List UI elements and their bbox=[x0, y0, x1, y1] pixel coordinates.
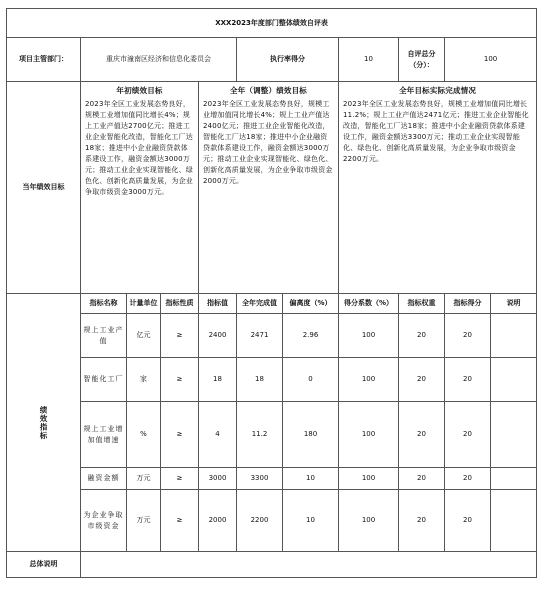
indicator-nature: ≥ bbox=[161, 314, 199, 358]
indicator-unit: 万元 bbox=[127, 468, 161, 490]
dept-value: 重庆市潼南区经济和信息化委员会 bbox=[81, 38, 237, 82]
table-title: XXX2023年度部门整体绩效自评表 bbox=[7, 9, 537, 38]
goals-section-label: 当年绩效目标 bbox=[7, 82, 81, 294]
indicator-note bbox=[491, 358, 537, 402]
indicator-actual: 2200 bbox=[237, 490, 283, 552]
indicator-header-row bbox=[7, 294, 537, 314]
initial-goal-header: 年初绩效目标 bbox=[116, 86, 163, 95]
table-row bbox=[7, 468, 537, 490]
indicator-name: 智能化工厂 bbox=[81, 358, 127, 402]
indicator-actual: 18 bbox=[237, 358, 283, 402]
table-row bbox=[7, 358, 537, 402]
column-header: 说明 bbox=[491, 294, 537, 314]
indicator-unit: 家 bbox=[127, 358, 161, 402]
indicator-target: 4 bbox=[199, 402, 237, 468]
indicators-section-cell bbox=[7, 294, 81, 552]
indicator-deviation: 10 bbox=[283, 468, 339, 490]
column-header: 指标值 bbox=[199, 294, 237, 314]
indicator-actual: 2471 bbox=[237, 314, 283, 358]
indicator-coefficient: 100 bbox=[339, 468, 399, 490]
indicator-weight: 20 bbox=[399, 314, 445, 358]
total-score-label: 自评总分（分）： bbox=[399, 38, 445, 82]
total-score-value: 100 bbox=[445, 38, 537, 82]
table-row bbox=[7, 314, 537, 358]
adjusted-goal-text: 2023年全区工业发展态势良好，规模工业增加值同比增长4%；规上工业产值达2400亿元；推进工业企业智能化改造，智能化工厂达18家；推进中小企业融资贷款体系建设工作，融资金额达3000万元；推动工业企业实现智能化、绿色化、创新化高质量发展，为企业争取市级资金2000万元。 bbox=[203, 100, 333, 185]
column-header: 全年完成值 bbox=[237, 294, 283, 314]
adjusted-goal-header: 全年（调整）绩效目标 bbox=[230, 86, 307, 95]
indicator-weight: 20 bbox=[399, 402, 445, 468]
table-row bbox=[7, 490, 537, 552]
column-header: 计量单位 bbox=[127, 294, 161, 314]
indicator-deviation: 2.96 bbox=[283, 314, 339, 358]
indicator-score: 20 bbox=[445, 314, 491, 358]
indicator-name: 融资金额 bbox=[81, 468, 127, 490]
indicator-unit: 万元 bbox=[127, 490, 161, 552]
indicator-weight: 20 bbox=[399, 468, 445, 490]
indicator-coefficient: 100 bbox=[339, 358, 399, 402]
actual-goal-header: 全年目标实际完成情况 bbox=[399, 86, 477, 95]
column-header: 指标得分 bbox=[445, 294, 491, 314]
indicator-name: 规上工业产值 bbox=[81, 314, 127, 358]
exec-rate-value: 10 bbox=[339, 38, 399, 82]
actual-goal-cell bbox=[339, 82, 537, 294]
indicator-unit: % bbox=[127, 402, 161, 468]
indicator-actual: 3300 bbox=[237, 468, 283, 490]
indicator-target: 3000 bbox=[199, 468, 237, 490]
indicator-coefficient: 100 bbox=[339, 490, 399, 552]
indicator-note bbox=[491, 314, 537, 358]
indicator-weight: 20 bbox=[399, 358, 445, 402]
actual-goal-text: 2023年全区工业发展态势良好，规模工业增加值同比增长11.2%；规上工业产值达2471亿元；推进工业企业智能化改造，智能化工厂达18家；推进中小企业融资贷款体系建设工作，融资金额达3300万元；推动工业企业实现智能化、绿色化、创新化高质量发展，为企业争取市级资金2200万元。 bbox=[343, 100, 529, 163]
table-row bbox=[7, 402, 537, 468]
indicators-section-label: 绩效指标 bbox=[39, 405, 48, 440]
indicator-note bbox=[491, 468, 537, 490]
column-header: 指标权重 bbox=[399, 294, 445, 314]
indicator-unit: 亿元 bbox=[127, 314, 161, 358]
indicator-nature: ≥ bbox=[161, 468, 199, 490]
indicator-deviation: 10 bbox=[283, 490, 339, 552]
summary-label: 总体说明 bbox=[7, 552, 81, 578]
indicator-coefficient: 100 bbox=[339, 314, 399, 358]
indicator-score: 20 bbox=[445, 468, 491, 490]
indicator-weight: 20 bbox=[399, 490, 445, 552]
column-header: 指标名称 bbox=[81, 294, 127, 314]
indicator-score: 20 bbox=[445, 490, 491, 552]
indicator-target: 18 bbox=[199, 358, 237, 402]
indicator-name: 为企业争取市级资金 bbox=[81, 490, 127, 552]
exec-rate-label: 执行率得分 bbox=[237, 38, 339, 82]
column-header: 偏离度（%） bbox=[283, 294, 339, 314]
initial-goal-text: 2023年全区工业发展态势良好，规模工业增加值同比增长4%；规上工业产值达2700亿元；推进工业企业智能化改造，智能化工厂达18家；推进中小企业融资贷款体系建设工作，融资金额达3000万元；推动工业企业实现智能化、绿色化、创新化高质量发展，为企业争取市级资金3000万元。 bbox=[85, 100, 193, 196]
indicator-score: 20 bbox=[445, 358, 491, 402]
indicator-target: 2000 bbox=[199, 490, 237, 552]
adjusted-goal-cell bbox=[199, 82, 339, 294]
indicator-score: 20 bbox=[445, 402, 491, 468]
indicator-actual: 11.2 bbox=[237, 402, 283, 468]
indicator-name: 规上工业增加值增速 bbox=[81, 402, 127, 468]
indicator-deviation: 0 bbox=[283, 358, 339, 402]
column-header: 指标性质 bbox=[161, 294, 199, 314]
indicator-note bbox=[491, 490, 537, 552]
initial-goal-cell bbox=[81, 82, 199, 294]
indicator-nature: ≥ bbox=[161, 358, 199, 402]
dept-label: 项目主管部门： bbox=[7, 38, 81, 82]
evaluation-table bbox=[6, 8, 537, 578]
indicator-deviation: 180 bbox=[283, 402, 339, 468]
indicator-nature: ≥ bbox=[161, 490, 199, 552]
summary-value bbox=[81, 552, 537, 578]
indicator-target: 2400 bbox=[199, 314, 237, 358]
column-header: 得分系数（%） bbox=[339, 294, 399, 314]
indicator-note bbox=[491, 402, 537, 468]
indicator-coefficient: 100 bbox=[339, 402, 399, 468]
indicator-nature: ≥ bbox=[161, 402, 199, 468]
